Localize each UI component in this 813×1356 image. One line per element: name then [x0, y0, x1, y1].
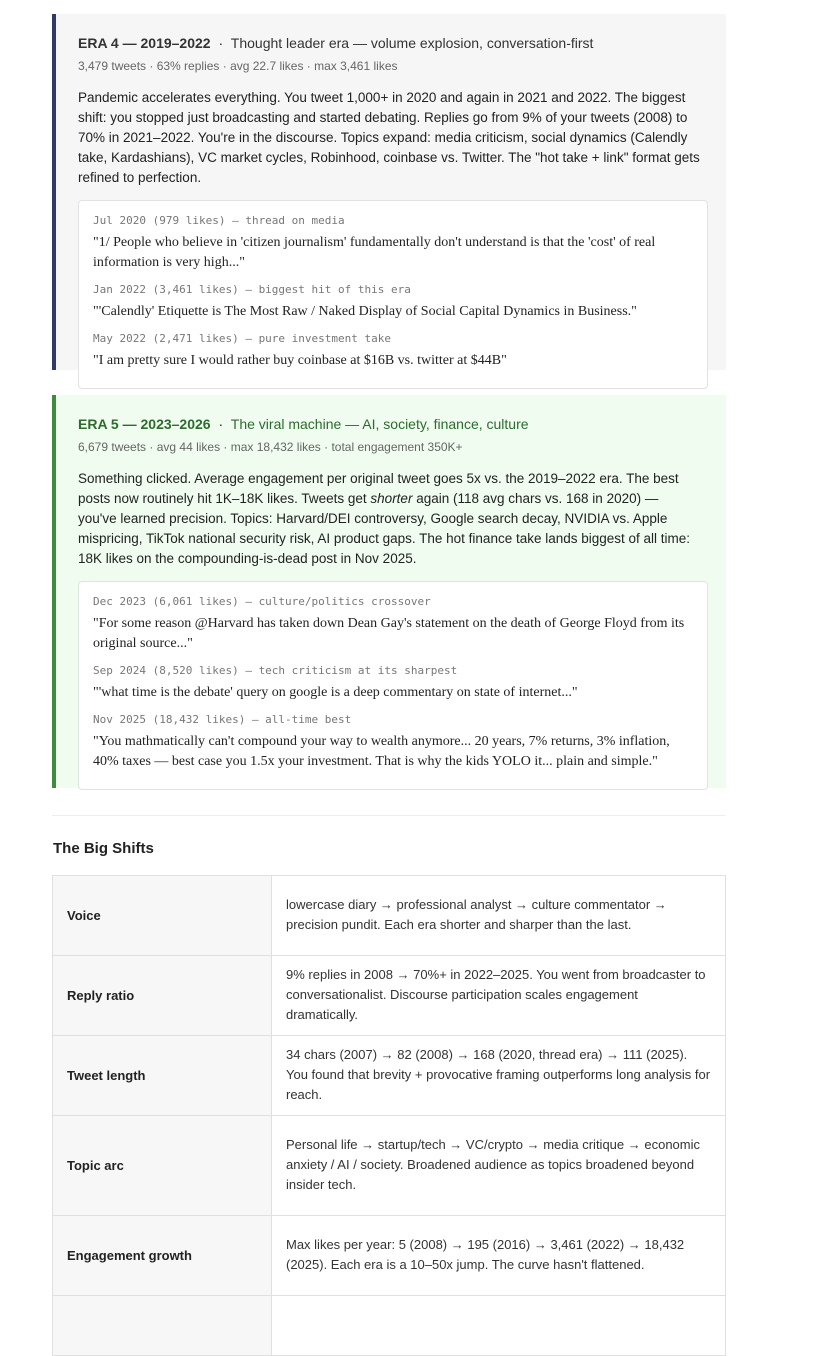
quote-item	[93, 282, 693, 322]
era-4-card	[52, 14, 726, 370]
era-5-body-start: Something clicked. Average engagement per original tweet goes 5x vs. the 2019–2022 era. The best posts now routinely hit 1K–18K likes. Tweets get	[78, 471, 679, 506]
quote-text: "'what time is the debate' query on google is a deep commentary on state of internet..."	[93, 685, 578, 700]
era-5-description: The viral machine — AI, society, finance, culture	[230, 416, 529, 432]
row-label: Voice	[53, 876, 272, 956]
quote-item	[93, 331, 693, 371]
table-row	[53, 1216, 726, 1296]
quote-item	[93, 213, 693, 273]
row-label: Tweet length	[53, 1036, 272, 1116]
era-4-quotes	[78, 200, 708, 389]
era-4-name: ERA 4 — 2019–2022	[78, 35, 211, 51]
era-4-body: Pandemic accelerates everything. You tweet 1,000+ in 2020 and again in 2021 and 2022. The biggest shift: you stopped just broadcasting and started debating. Replies go from 9% of your tweets (2008) to 70% in 2021–2022. You're in the discourse. Topics expand: media criticism, social dynamics (Calendly take, Kardashians), VC market cycles, Robinhood, coinbase vs. Twitter. The "hot take + link" format gets refined to perfection.	[78, 90, 700, 185]
table-row	[53, 1036, 726, 1116]
quote-meta: Dec 2023 (6,061 likes) — culture/politics crossover	[93, 595, 431, 608]
quote-text: "I am pretty sure I would rather buy coinbase at $16B vs. twitter at $44B"	[93, 353, 507, 368]
quote-item	[93, 663, 693, 703]
era-5-separator: ·	[218, 416, 224, 432]
row-value: Personal life → startup/tech → VC/crypto → media critique → economic anxiety / AI / society. Broadened audience as topics broadened beyond insider tech.	[272, 1116, 726, 1216]
row-value: 34 chars (2007) → 82 (2008) → 168 (2020, thread era) → 111 (2025). You found that brevity + provocative framing outperforms long analysis for reach.	[272, 1036, 726, 1116]
table-row	[53, 876, 726, 956]
table-row	[53, 1296, 726, 1356]
section-divider	[52, 815, 726, 816]
quote-text: "1/ People who believe in 'citizen journalism' fundamentally don't understand is that the 'cost' of real information is very high..."	[93, 235, 656, 270]
quote-text: "For some reason @Harvard has taken down Dean Gay's statement on the death of George Floyd from its original source..."	[93, 616, 685, 651]
table-row	[53, 956, 726, 1036]
era-4-title	[78, 34, 706, 52]
era-4-description: Thought leader era — volume explosion, conversation-first	[230, 35, 594, 51]
era-5-quotes	[78, 581, 708, 790]
era-5-name: ERA 5 — 2023–2026	[78, 416, 211, 432]
row-value: Max likes per year: 5 (2008) → 195 (2016) → 3,461 (2022) → 18,432 (2025). Each era is a 10–50x jump. The curve hasn't flattened.	[272, 1216, 726, 1296]
quote-meta: Jan 2022 (3,461 likes) — biggest hit of this era	[93, 283, 411, 296]
era-5-card	[52, 395, 726, 788]
era-4-separator: ·	[218, 35, 224, 51]
quote-text: "You mathmatically can't compound your way to wealth anymore... 20 years, 7% returns, 3% inflation, 40% taxes — best case you 1.5x your investment. That is why the kids YOLO it... plain and simple."	[93, 734, 670, 769]
row-label: Topic arc	[53, 1116, 272, 1216]
quote-meta: Jul 2020 (979 likes) — thread on media	[93, 214, 345, 227]
quote-text: "'Calendly' Etiquette is The Most Raw / Naked Display of Social Capital Dynamics in Business."	[93, 304, 637, 319]
quote-meta: May 2022 (2,471 likes) — pure investment take	[93, 332, 392, 345]
big-shifts-heading: The Big Shifts	[53, 840, 154, 857]
era-5-stats: 6,679 tweets · avg 44 likes · max 18,432 likes · total engagement 350K+	[78, 440, 463, 454]
row-value: lowercase diary → professional analyst → culture commentator → precision pundit. Each era shorter and sharper than the last.	[272, 876, 726, 956]
table-row	[53, 1116, 726, 1216]
row-label	[53, 1296, 272, 1356]
quote-item	[93, 712, 693, 772]
row-label: Engagement growth	[53, 1216, 272, 1296]
big-shifts-table	[52, 875, 726, 1356]
era-5-body-emphasis: shorter	[370, 491, 413, 506]
era-4-stats: 3,479 tweets · 63% replies · avg 22.7 likes · max 3,461 likes	[78, 59, 398, 73]
row-label: Reply ratio	[53, 956, 272, 1036]
row-value	[272, 1296, 726, 1356]
quote-meta: Sep 2024 (8,520 likes) — tech criticism at its sharpest	[93, 664, 458, 677]
quote-item	[93, 594, 693, 654]
row-value: 9% replies in 2008 → 70%+ in 2022–2025. You went from broadcaster to conversationalist. Discourse participation scales engagement dramatically.	[272, 956, 726, 1036]
quote-meta: Nov 2025 (18,432 likes) — all-time best	[93, 713, 352, 726]
era-5-body-end: again (118 avg chars vs. 168 in 2020) — you've learned precision. Topics: Harvard/DEI controversy, Google search decay, NVIDIA vs. Apple mispricing, TikTok national security risk, AI product gaps. The hot finance take lands biggest of all time: 18K likes on the compounding-is-dead post in Nov 2025.	[78, 491, 691, 566]
era-5-title	[78, 415, 706, 433]
era-5-body	[78, 469, 706, 569]
